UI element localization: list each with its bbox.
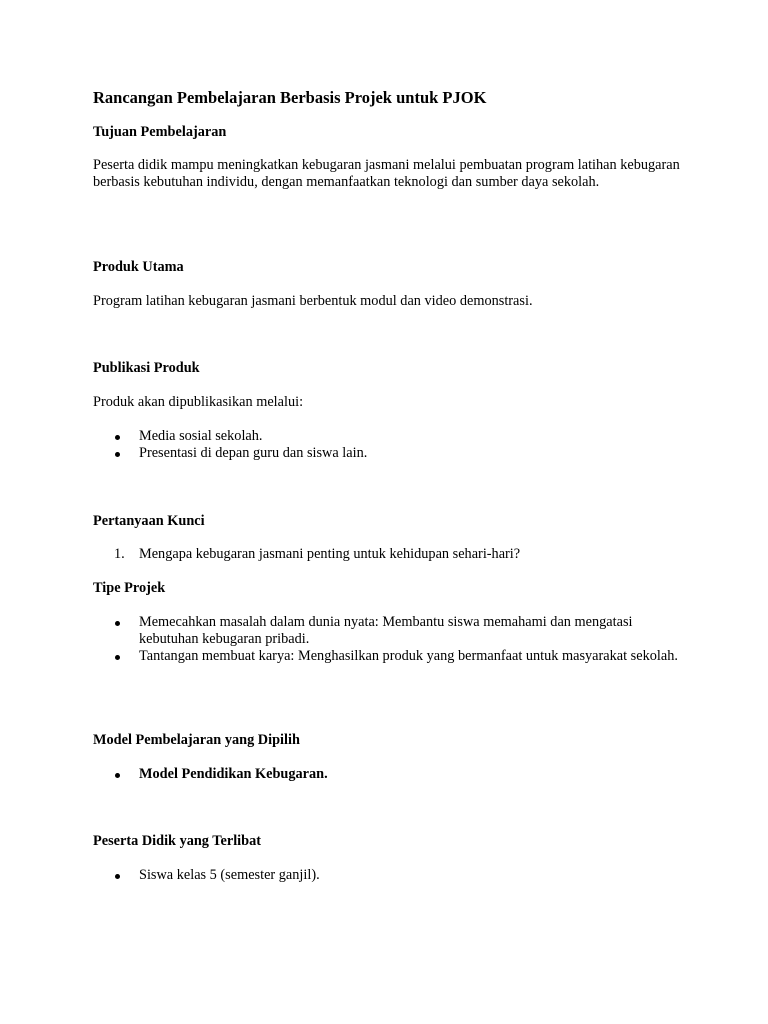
list-item-text: Tantangan membuat karya: Menghasilkan produk yang bermanfaat untuk masyarakat sekolah. <box>139 648 678 664</box>
list-item <box>93 428 693 445</box>
document-title: Rancangan Pembelajaran Berbasis Projek untuk PJOK <box>93 88 487 107</box>
pertanyaan-kunci-list <box>93 546 693 563</box>
list-item-text: Mengapa kebugaran jasmani penting untuk kehidupan sehari-hari? <box>139 546 521 562</box>
list-item-text: Model Pendidikan Kebugaran. <box>139 766 328 782</box>
heading-pertanyaan-kunci: Pertanyaan Kunci <box>93 513 205 529</box>
heading-model-pembelajaran: Model Pembelajaran yang Dipilih <box>93 732 300 748</box>
tipe-projek-list <box>93 614 693 665</box>
heading-produk-utama: Produk Utama <box>93 259 184 275</box>
bullet-icon <box>115 621 120 626</box>
list-item <box>93 445 693 462</box>
list-item-text: Siswa kelas 5 (semester ganjil). <box>139 867 320 883</box>
list-number: 1. <box>114 546 125 562</box>
list-item-text: Media sosial sekolah. <box>139 428 263 444</box>
bullet-icon <box>115 435 120 440</box>
list-item <box>93 867 693 884</box>
heading-tujuan-pembelajaran: Tujuan Pembelajaran <box>93 124 227 140</box>
list-item <box>93 546 693 563</box>
publikasi-produk-intro: Produk akan dipublikasikan melalui: <box>93 394 304 410</box>
peserta-didik-list <box>93 867 693 884</box>
bullet-icon <box>115 773 120 778</box>
list-item <box>93 614 693 648</box>
bullet-icon <box>115 874 120 879</box>
produk-utama-text: Program latihan kebugaran jasmani berbentuk modul dan video demonstrasi. <box>93 293 533 309</box>
list-item <box>93 648 693 665</box>
heading-peserta-didik: Peserta Didik yang Terlibat <box>93 833 261 849</box>
list-item-text: Memecahkan masalah dalam dunia nyata: Membantu siswa memahami dan mengatasi kebutuhan kebugaran pribadi. <box>139 614 633 647</box>
list-item-text: Presentasi di depan guru dan siswa lain. <box>139 445 368 461</box>
bullet-icon <box>115 655 120 660</box>
tujuan-pembelajaran-text: Peserta didik mampu meningkatkan kebugaran jasmani melalui pembuatan program latihan kebugaran berbasis kebutuhan individu, dengan memanfaatkan teknologi dan sumber daya sekolah. <box>93 157 680 190</box>
model-pembelajaran-list <box>93 766 693 783</box>
bullet-icon <box>115 452 120 457</box>
heading-publikasi-produk: Publikasi Produk <box>93 360 200 376</box>
list-item <box>93 766 693 783</box>
publikasi-produk-list <box>93 428 693 462</box>
heading-tipe-projek: Tipe Projek <box>93 580 166 596</box>
